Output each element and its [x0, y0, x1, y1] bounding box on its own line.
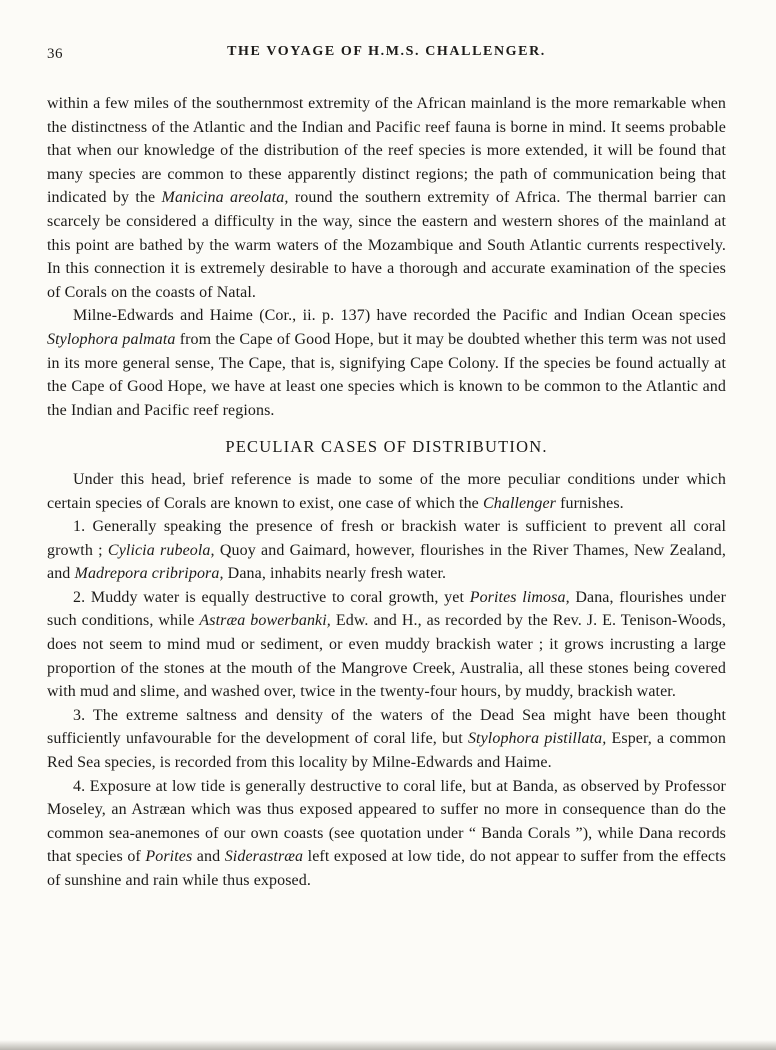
page-header: [47, 44, 726, 74]
text-run: Milne-Edwards and Haime (Cor., ii. p. 137) have recorded the Pacific and Indian Ocean species: [73, 307, 726, 325]
species-name: Astræa bowerbanki,: [199, 612, 331, 630]
text-run: Esper, a common Red Sea species, is recorded from this locality by Milne-Edwards and Haime.: [47, 730, 727, 772]
text-run: furnishes.: [556, 494, 624, 512]
running-title: THE VOYAGE OF H.M.S. CHALLENGER.: [227, 44, 546, 59]
paragraph: [47, 92, 726, 304]
paragraph: [47, 304, 726, 422]
paragraph: [47, 515, 726, 586]
ship-name: Challenger: [483, 494, 556, 512]
text-run: left exposed at low tide, do not appear to suffer from the effects of sunshine and rain while thus exposed.: [47, 848, 726, 889]
species-name: Porites: [145, 848, 193, 866]
text-run: 4. Exposure at low tide is generally destructive to coral life, but at Banda, as observed by Professor Moseley, an Astræan which was thus exposed appeared to suffer no more in consequence than do the common sea-anemones of our own coasts (see quotation under “ Banda Corals ”), while Dana records that species of: [47, 777, 726, 866]
species-name: Siderastræa: [224, 848, 304, 866]
paragraph: [47, 468, 726, 515]
species-name: Cylicia rubeola,: [107, 541, 215, 559]
text-run: 2. Muddy water is equally destructive to coral growth, yet: [73, 588, 470, 606]
text-run: Edw. and H., as recorded by the Rev. J. E. Tenison-Woods, does not seem to mind mud or sediment, or even muddy brackish water ; it grows incrusting a large proportion of the stones at the mouth of the Mangrove Creek, Australia, all these stones being covered with mud and slime, and washed over, twice in the twenty-four hours, by muddy, brackish water.: [47, 612, 726, 701]
text-run: 1. Generally speaking the presence of fresh or brackish water is sufficient to prevent all coral growth ;: [47, 518, 726, 559]
text-run: Under this head, brief reference is made to some of the more peculiar conditions under which certain species of Corals are known to exist, one case of which the: [47, 470, 726, 512]
paragraph: [47, 704, 726, 775]
text-run: from the Cape of Good Hope, but it may be doubted whether this term was not used in its more general sense, The Cape, that is, signifying Cape Colony. If the species be found actually at the Cape of Good Hope, we have at least one species which is known to be common to the Atlantic and the Indian and Pacific reef regions.: [47, 330, 726, 419]
page-edge-shadow: [0, 1040, 776, 1050]
species-name: Manicina areolata,: [161, 189, 289, 207]
section-heading: PECULIAR CASES OF DISTRIBUTION.: [225, 437, 548, 457]
paragraph: [47, 586, 726, 704]
text-run: Quoy and Gaimard, however, flourishes in the River Thames, New Zealand, and: [47, 541, 726, 583]
text-run: 3. The extreme saltness and density of the waters of the Dead Sea might have been thought sufficiently unfavourable for the development of coral life, but: [47, 706, 726, 748]
text-run: Dana, flourishes under such conditions, while: [47, 588, 726, 630]
species-name: Porites limosa,: [469, 588, 570, 606]
species-name: Stylophora pistillata,: [467, 730, 607, 748]
species-name: Stylophora palmata: [47, 330, 176, 348]
page-number: 36: [47, 46, 63, 62]
text-run: Dana, inhabits nearly fresh water.: [223, 565, 447, 583]
paragraph: [47, 775, 726, 893]
page-body: [47, 92, 726, 893]
text-run: and: [192, 848, 225, 866]
text-run: within a few miles of the southernmost extremity of the African mainland is the more remarkable when the distinctness of the Atlantic and the Indian and Pacific reef fauna is borne in mind. It seems probable that when our knowledge of the distribution of the reef species is more extended, it will be found that many species are common to these apparently distinct regions; the path of communication being that indicated by the: [47, 95, 726, 207]
text-run: round the southern extremity of Africa. The thermal barrier can scarcely be considered a difficulty in the way, since the eastern and western shores of the mainland at this point are bathed by the warm waters of the Mozambique and South Atlantic currents respectively. In this connection it is extremely desirable to have a thorough and accurate examination of the species of Corals on the coasts of Natal.: [47, 189, 726, 301]
species-name: Madrepora cribripora,: [74, 565, 224, 583]
